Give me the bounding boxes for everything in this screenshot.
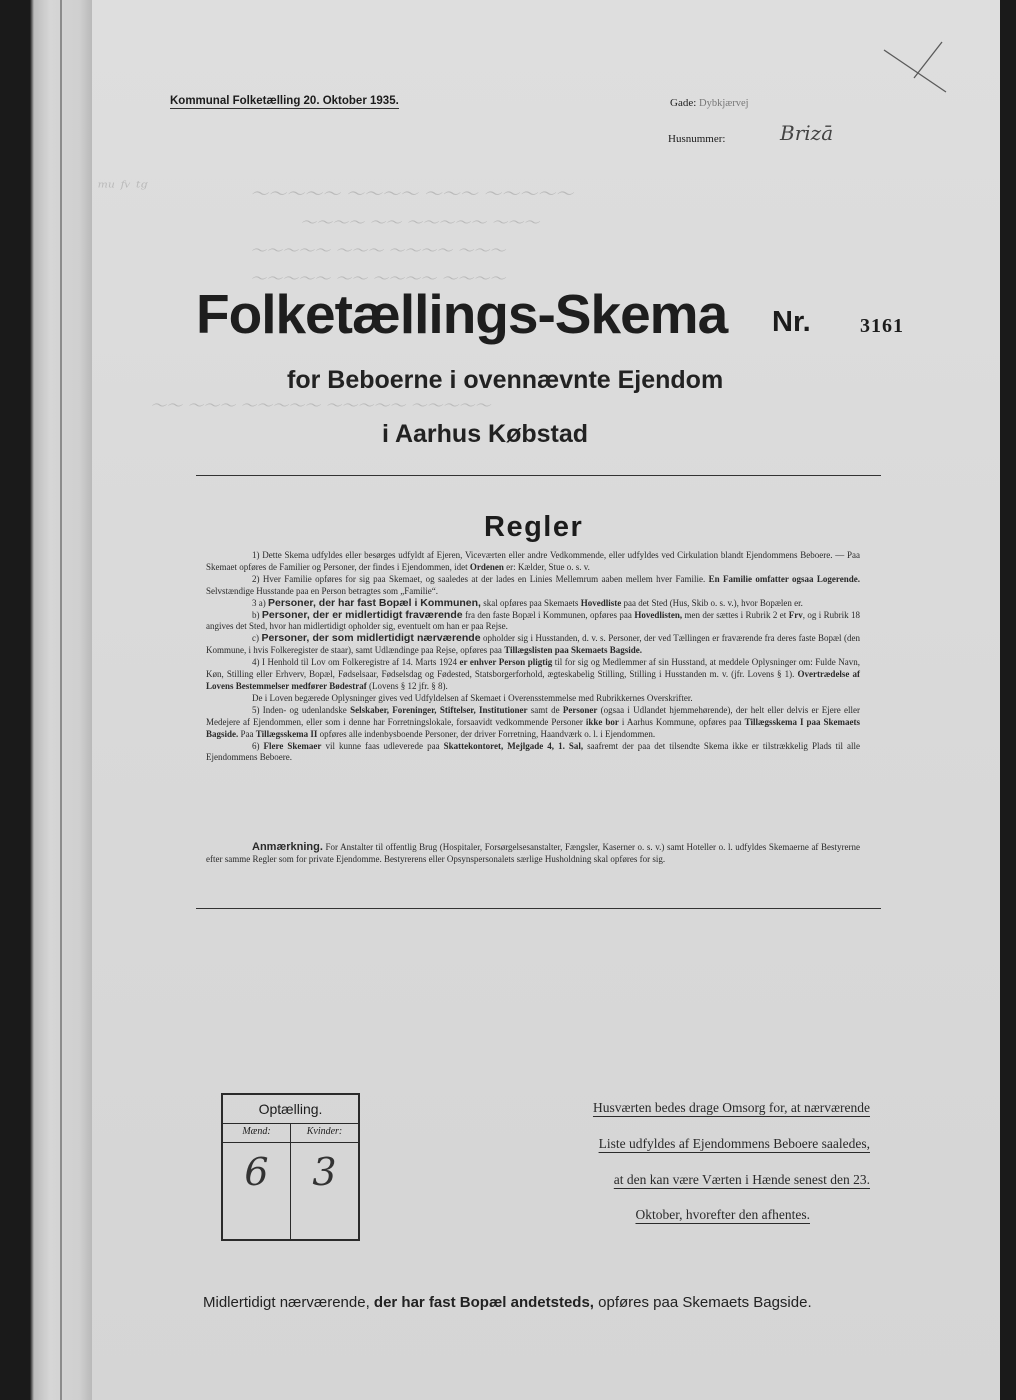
scanned-document: ᵐᵘ ᶠᵛ ᵗᵍ 〜〜〜〜〜 〜〜〜〜 〜〜〜 〜〜〜〜〜 〜〜〜〜 〜〜 〜〜〜〜〜 〜〜〜 〜〜〜〜〜 〜〜〜 〜〜〜〜 〜〜〜 〜〜〜〜〜 〜〜 〜〜〜〜 〜〜〜〜 〜〜 〜〜〜 〜〜〜〜〜 〜〜〜〜〜 〜〜〜〜〜 Kommunal Folketælling 20. Oktober 1935. Gade: Dybkjærvej Husnummer: Brizā Folketællings-Skema Nr. 3161 for Beboerne i ovennævnte Ejendom i Aarhus Købstad Regler 1) Dette Skema udfyldes eller besørges udfyldt af Ejeren, Viceværten eller andre Vedkommende, eller udfyldes ved Cirkulation blandt Ejendommens Beboere. — Paa Skemaet opføres de Familier og Personer, der findes i Ejendommen, idet Ordenen er: Kælder, Stue o. s. v. 2) Hver Familie opføres for sig paa Skemaet, og saaledes at der lades en Linies Mellemrum aaben mellem hver Familie. En Familie omfatter ogsaa Logerende. Selvstændige Husstande paa en Person betragtes som „Familie“. 3 a) Personer, der har fast Bopæl i Kommunen, skal opføres paa Skemaets Hovedliste paa det Sted (Hus, Skib o. s. v.), hvor Bopælen er. b) Personer, der er midlertidigt fraværende fra den faste Bopæl i Kommunen, opføres paa Hovedlisten, men der sættes i Rubrik 2 et Frv, og i Rubrik 18 angives det Sted, hvor han midlertidigt opholder sig, eventuelt om han er paa Rejse. c) Personer, der som midlertidigt nærværende opholder sig i Husstanden, d. v. s. Personer, der ved Tællingen er fraværende fra deres faste Bopæl (den Kommune, i hvis Folkeregister de staar), samt Udlændinge paa Rejse, opføres paa Tillægslisten paa Skemaets Bagside. 4) I Henhold til Lov om Folkeregistre af 14. Marts 1924 er enhver Person pligtig til for sig og Medlemmer af sin Husstand, at meddele Oplysninger om: Fulde Navn, Køn, Stilling eller Erhverv, Bopæl, Fødselsaar, Fødselsdag og Fødested, Statsborgerforhold, ægteskabelig Stilling, Stilling i Husstanden m. v. (jfr. Lovens § 1). Overtrædelse af Lovens Bestemmelser medfører Bødestraf (Lovens § 12 jfr. § 8). De i Loven begærede Oplysninger gives ved Udfyldelsen af Skemaet i Overensstemmelse med Rubrikkernes Overskrifter. 5) Inden- og udenlandske Selskaber, Foreninger, Stiftelser, Institutioner samt de Personer (ogsaa i Udlandet hjemmehørende), der helt eller delvis er Ejere eller Medejere af Ejendommen, eller som i denne har Forretningslokale, forsaavidt vedkommende Personer ikke bor i Aarhus Kommune, opføres paa Tillægsskema I paa Skemaets Bagside. Paa Tillægsskema II opføres alle indenbysboende Personer, der driver Forretning, Haandværk o. l. i Ejendommen. 6) Flere Skemaer vil kunne faas udleverede paa Skattekontoret, Mejlgade 4, 1. Sal, saafremt der paa det tilsendte Skema ikke er tilstrækkelig Plads til alle Ejendommens Beboere. Anmærkning. For Anstalter til offentlig Brug (Hospitaler, Forsørgelsesanstalter, Fængsler, Kaserner o. s. v.) samt Hoteller o. l. udfyldes Skemaerne af Bestyrerne efter samme Regler som for private Ejendomme. Bestyrerens eller Opsynspersonalets særlige Husholdning skal opføres for sig. Optælling. Mænd: Kvinder: 6 3 Husværten bedes drage Omsorg for, at nærværende Liste udfyldes af Ejendommens Beboere saaledes, at den kan være Værten i Hænde senest den 23. Oktober, hvorefter den afhentes. Midlertidigt nærværende, der har fast Bopæl andetsteds, opføres paa Skemaets Bagside. <box>0 0 1016 1400</box>
women-count: 3 <box>312 1150 337 1194</box>
scan-border <box>1000 0 1016 1400</box>
rule-1: 1) Dette Skema udfyldes eller besørges udfyldt af Ejeren, Viceværten eller andre Vedkommende, eller udfyldes ved Cirkulation blandt Ejendommens Beboere. — Paa Skemaet opføres de Familier og Personer, der findes i Ejendommen, idet Ordenen er: Kælder, Stue o. s. v. <box>206 550 860 572</box>
footer-note: Midlertidigt nærværende, der har fast Bopæl andetsteds, opføres paa Skemaets Bagside. <box>203 1294 812 1311</box>
form-municipality: i Aarhus Købstad <box>382 420 589 448</box>
divider <box>196 475 881 476</box>
house-number-value: Brizā <box>780 121 834 145</box>
remark-text: For Anstalter til offentlig Brug (Hospitaler, Forsørgelsesanstalter, Fængsler, Kaserner o. s. v.) samt Hoteller o. l. udfyldes Skemaerne af Bestyrerne efter samme Regler som for private Ejendomme. Bestyrerens eller Opsynspersonalets særlige Husholdning skal opføres for sig. <box>206 842 861 864</box>
street-value: Dybkjærvej <box>699 98 749 109</box>
spine-crease <box>60 0 62 1400</box>
rule-3a: 3 a) Personer, der har fast Bopæl i Kommunen, skal opføres paa Skemaets Hovedliste paa det Sted (Hus, Skib o. s. v.), hvor Bopælen er. <box>252 596 803 609</box>
street-label: Gade: <box>670 97 697 109</box>
women-label: Kvinder: <box>306 1126 343 1137</box>
landlord-line-3: at den kan være Værten i Hænde senest den 23. <box>613 1172 870 1187</box>
remark-paragraph <box>206 842 860 865</box>
binding-spine <box>0 0 92 1400</box>
form-subtitle: for Beboerne i ovennævnte Ejendom <box>287 366 724 394</box>
count-box <box>221 1093 360 1241</box>
rule-6: 6) Flere Skemaer vil kunne faas udleverede paa Skattekontoret, Mejlgade 4, 1. Sal, saafremt der paa det tilsendte Skema ikke er tilstrækkelig Plads til alle Ejendommens Beboere. <box>206 740 861 763</box>
census-heading: Kommunal Folketælling 20. Oktober 1935. <box>170 95 399 107</box>
men-count: 6 <box>244 1150 269 1194</box>
rule-4-cont: De i Loven begærede Oplysninger gives ved Udfyldelsen af Skemaet i Overensstemmelse med Rubrikkernes Overskrifter. <box>252 692 693 703</box>
rule-5: 5) Inden- og udenlandske Selskaber, Foreninger, Stiftelser, Institutioner samt de Personer (ogsaa i Udlandet hjemmehørende), der helt eller delvis er Ejere eller Medejere af Ejendommen, eller som i denne har Forretningslokale, forsaavidt vedkommende Personer ikke bor i Aarhus Kommune, opføres paa Tillægsskema I paa Skemaets Bagside. Paa Tillægsskema II opføres alle indenbysboende Personer, der driver Forretning, Haandværk o. l. i Ejendommen. <box>206 704 861 739</box>
form-number-label: Nr. <box>772 306 811 338</box>
divider <box>196 908 881 909</box>
pencil-x-mark <box>880 38 950 98</box>
men-label: Mænd: <box>242 1126 271 1137</box>
rule-3c: c) Personer, der som midlertidigt nærværende opholder sig i Husstanden, d. v. s. Personer, der ved Tællingen er fraværende fra deres faste Bopæl (den Kommune, i hvis Folkeregister de staar), samt Udlændinge paa Rejse, opføres paa Tillægslisten paa Skemaets Bagside. <box>206 632 860 656</box>
landlord-line-4: Oktober, hvorefter den afhentes. <box>635 1207 810 1222</box>
remark-label: Anmærkning. <box>252 841 323 853</box>
landlord-line-1: Husværten bedes drage Omsorg for, at nærværende <box>592 1100 870 1115</box>
count-title: Optælling. <box>258 1101 323 1117</box>
rule-4: 4) I Henhold til Lov om Folkeregistre af 14. Marts 1924 er enhver Person pligtig til for sig og Medlemmer af sin Husstand, at meddele Oplysninger om: Fulde Navn, Køn, Stilling eller Erhverv, Bopæl, Fødselsaar, Fødselsdag og Fødested, Statsborgerforhold, ægteskabelig Stilling, Stilling i Husstanden m. v. (jfr. Lovens § 1). Overtrædelse af Lovens Bestemmelser medfører Bødestraf (Lovens § 12 jfr. § 8). <box>206 657 861 691</box>
house-number-label: Husnummer: <box>668 133 726 145</box>
form-title: Folketællings-Skema <box>196 283 728 345</box>
form-number-value: 3161 <box>860 315 904 337</box>
rules-text <box>206 550 860 764</box>
landlord-line-2: Liste udfyldes af Ejendommens Beboere saaledes, <box>598 1136 870 1151</box>
rule-3b: b) Personer, der er midlertidigt fraværende fra den faste Bopæl i Kommunen, opføres paa Hovedlisten, men der sættes i Rubrik 2 et Frv, og i Rubrik 18 angives det Sted, hvor han midlertidigt opholder sig, eventuelt om han er paa Rejse. <box>206 608 861 632</box>
rules-heading: Regler <box>484 511 584 543</box>
rule-2: 2) Hver Familie opføres for sig paa Skemaet, og saaledes at der lades en Linies Mellemrum aaben mellem hver Familie. En Familie omfatter ogsaa Logerende. Selvstændige Husstande paa en Person betragtes som „Familie“. <box>206 573 860 596</box>
